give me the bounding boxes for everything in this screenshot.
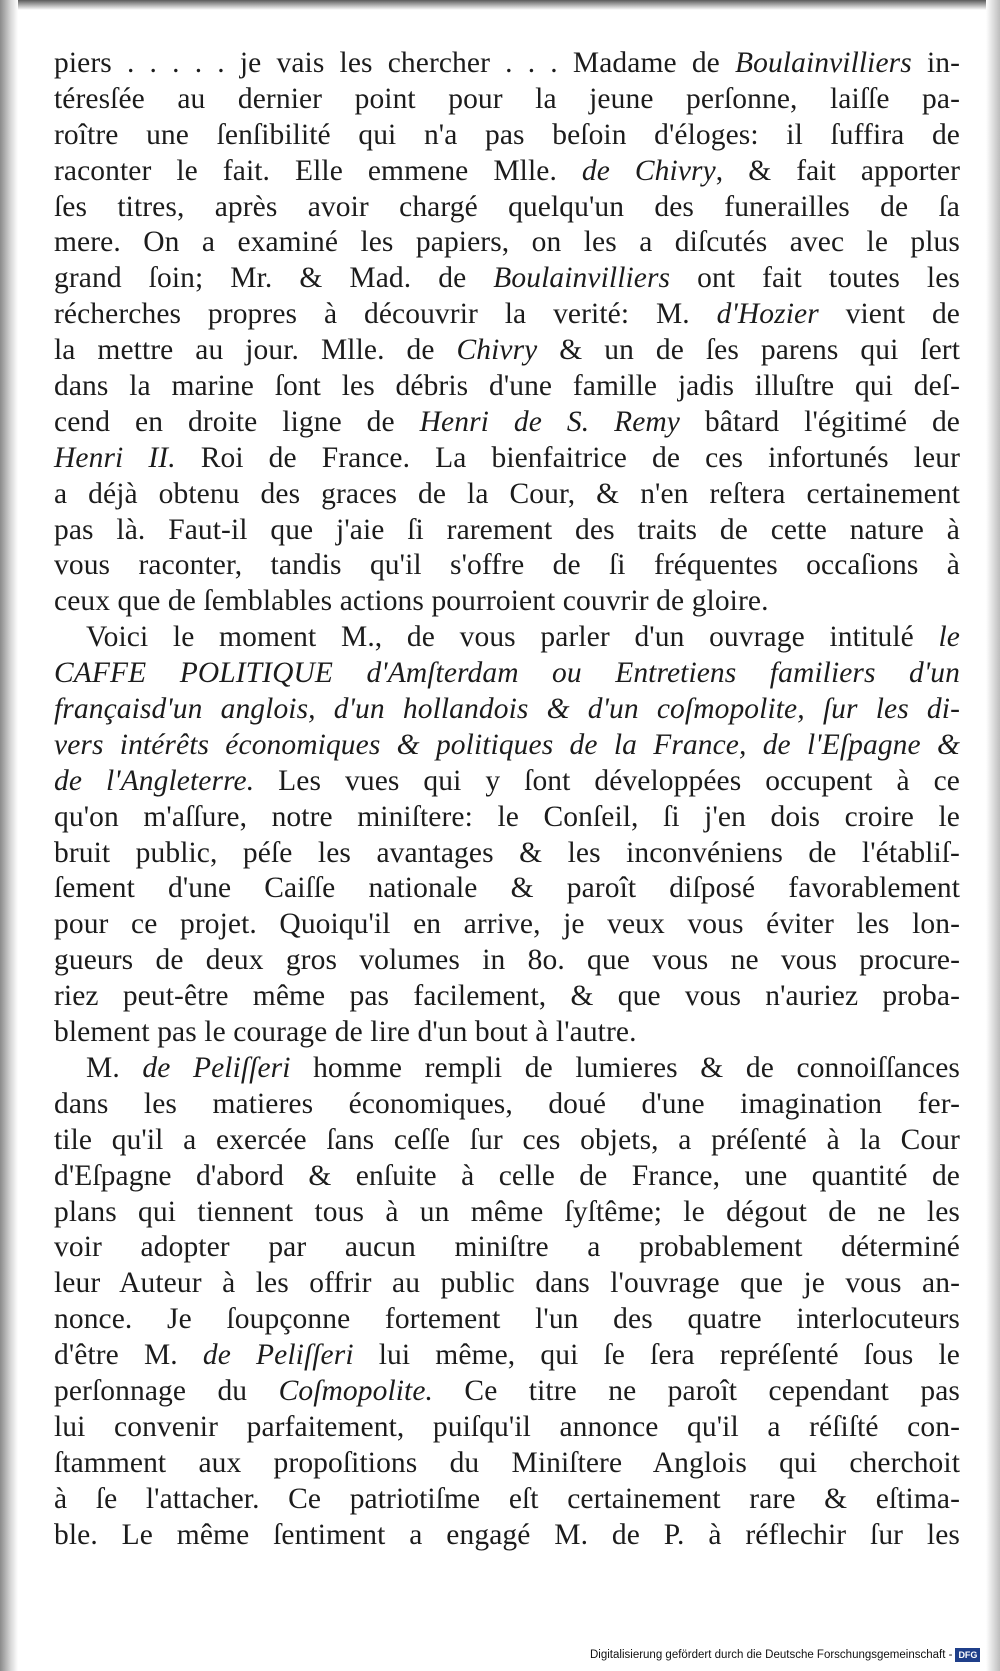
text-line (54, 1482, 960, 1518)
text-segment: voir adopter par aucun miniſtre a probablement déterminé (54, 1231, 960, 1264)
text-segment: raconter le fait. Elle emmene Mlle. (54, 154, 582, 187)
text-segment: ble. Le même ſentiment a engagé M. de P. à réflechir ſur les (54, 1518, 960, 1551)
italic-text-segment: Boulainvilliers (734, 47, 912, 79)
text-line (54, 979, 960, 1015)
text-segment: lui convenir parfaitement, puiſqu'il annonce qu'il a réſiſté con- (54, 1410, 960, 1443)
digitization-credit (590, 1646, 980, 1664)
text-segment: plans qui tiennent tous à un même ſyſtême; le dégout de ne les (54, 1195, 960, 1228)
text-line (54, 871, 960, 907)
italic-text-segment: de Peliſſeri (202, 1339, 354, 1372)
binding-shadow (0, 0, 18, 1671)
dfg-logo-icon: DFG (955, 1648, 980, 1662)
text-segment: blement pas le courage de lire d'un bout à l'autre. (54, 1016, 637, 1049)
text-segment: la mettre au jour. Mlle. de (54, 334, 457, 367)
credit-text: Digitalisierung gefördert durch die Deutsche Forschungsgemeinschaft - (590, 1649, 953, 1661)
text-line (54, 369, 960, 405)
text-segment: nonce. Je ſoupçonne fortement l'un des quatre interlocuteurs (54, 1303, 960, 1336)
text-segment: d'être M. (54, 1339, 203, 1372)
text-line (54, 943, 960, 979)
text-line (54, 800, 960, 836)
text-segment: ont fait toutes les (670, 262, 960, 295)
italic-text-segment: françaisd'un anglois, d'un hollandois & d'un coſmopolite, ſur les di- (54, 693, 960, 726)
text-segment: vous raconter, tandis qu'il s'offre de ſi fréquentes occaſions à (54, 549, 960, 582)
text-segment: d'Eſpagne d'abord & enſuite à celle de France, une quantité de (54, 1159, 960, 1192)
text-segment: pas là. Faut-il que j'aie ſi rarement des traits de cette nature à (54, 513, 960, 546)
text-segment: qu'on m'aſſure, notre miniſtere: le Conſeil, ſi j'en dois croire le (54, 800, 960, 833)
text-segment: ceux que de ſemblables actions pourroient couvrir de gloire. (54, 585, 769, 618)
text-segment: in- (911, 47, 961, 79)
text-line (54, 692, 960, 728)
text-segment: pour ce projet. Quoiqu'il en arrive, je veux vous éviter les lon- (54, 908, 960, 941)
text-line (54, 764, 960, 800)
text-line (54, 1374, 960, 1410)
italic-text-segment: Henri de S. Remy (419, 405, 681, 438)
text-line (54, 513, 960, 549)
text-line (54, 1051, 960, 1087)
text-line (54, 1266, 960, 1302)
text-line (54, 82, 960, 118)
text-segment: perſonnage du (54, 1374, 279, 1407)
text-line (54, 1338, 960, 1374)
text-segment: à ſe l'attacher. Ce patriotiſme eſt certainement rare & eſtima- (54, 1482, 960, 1515)
page-right-edge (986, 0, 1000, 1671)
text-line (54, 907, 960, 943)
italic-text-segment: de Peliſſeri (142, 1051, 291, 1084)
text-segment: grand ſoin; Mr. & Mad. de (54, 262, 494, 295)
text-line (54, 154, 960, 190)
text-segment: M. (86, 1051, 143, 1084)
text-line (54, 477, 960, 513)
text-line (54, 728, 960, 764)
text-segment: ſtamment aux propoſitions du Miniſtere Anglois qui cherchoit (54, 1446, 960, 1479)
italic-text-segment: d'Hozier (716, 298, 819, 331)
text-segment: lui même, qui ſe ſera repréſenté ſous le (353, 1339, 960, 1372)
text-segment: vient de (818, 298, 961, 331)
text-segment: téresſée au dernier point pour la jeune perſonne, laiſſe pa- (54, 82, 960, 115)
italic-text-segment: Henri II. (54, 441, 176, 474)
text-segment: homme rempli de lumieres & de connoiſſances (290, 1051, 960, 1084)
text-line (54, 584, 960, 620)
italic-text-segment: Coſmopolite. (278, 1374, 434, 1407)
text-segment: ſes titres, après avoir chargé quelqu'un des funerailles de ſa (54, 190, 960, 223)
text-line (54, 1446, 960, 1482)
text-line (54, 1015, 960, 1051)
text-line (54, 190, 960, 226)
text-line (54, 118, 960, 154)
text-segment: Les vues qui y ſont développées occupent à ce (254, 764, 960, 797)
text-line (54, 1518, 960, 1554)
text-segment: tile qu'il a exercée ſans ceſſe ſur ces objets, a préſenté à la Cour (54, 1123, 960, 1156)
italic-text-segment: Boulainvilliers (493, 262, 671, 295)
text-segment: roître une ſenſibilité qui n'a pas beſoin d'éloges: il ſuffira de (54, 118, 960, 151)
text-segment: dans la marine ſont les débris d'une famille jadis illuſtre qui deſ- (54, 370, 960, 403)
text-segment: bruit public, péſe les avantages & les inconvéniens de l'établiſ- (54, 836, 960, 869)
text-line (54, 261, 960, 297)
italic-text-segment: de l'Angleterre. (54, 764, 255, 797)
text-line (54, 1087, 960, 1123)
text-segment: piers . . . . . je vais les chercher . . . Madame de (54, 47, 735, 79)
italic-text-segment: CAFFE POLITIQUE d'Amſterdam ou Entretiens familiers d'un (54, 657, 960, 690)
text-line (54, 441, 960, 477)
text-line (54, 225, 960, 261)
text-segment: ſement d'une Caiſſe nationale & paroît diſposé favorablement (54, 872, 960, 905)
text-segment: Voici le moment M., de vous parler d'un ouvrage intitulé (86, 621, 939, 654)
text-line (54, 297, 960, 333)
italic-text-segment: Chivry (456, 334, 538, 367)
text-segment: Roi de France. La bienfaitrice de ces infortunés leur (175, 441, 960, 474)
text-line (54, 1230, 960, 1266)
text-line (54, 620, 960, 656)
text-segment: gueurs de deux gros volumes in 8o. que vous ne vous procure- (54, 944, 960, 977)
text-segment: riez peut-être même pas facilement, & que vous n'auriez proba- (54, 980, 960, 1013)
text-line (54, 836, 960, 872)
text-line (54, 1123, 960, 1159)
text-segment: Ce titre ne paroît cependant pas (433, 1374, 961, 1407)
text-segment: cend en droite ligne de (54, 405, 420, 438)
text-line (54, 1195, 960, 1231)
text-line (54, 548, 960, 584)
text-line (54, 333, 960, 369)
text-segment: mere. On a examiné les papiers, on les a diſcutés avec le plus (54, 226, 960, 259)
text-segment: & un de ſes parens qui ſert (537, 334, 960, 367)
page-top-edge (0, 0, 1000, 10)
text-line (54, 405, 960, 441)
text-line (54, 656, 960, 692)
text-line (54, 46, 960, 82)
italic-text-segment: vers intérêts économiques & politiques de la France, de l'Eſpagne & (54, 728, 960, 761)
text-segment: récherches propres à découvrir la verité: M. (54, 298, 717, 331)
text-segment: , & fait apporter (715, 154, 960, 187)
text-segment: dans les matieres économiques, doué d'une imagination fer- (54, 1087, 960, 1120)
text-segment: a déjà obtenu des graces de la Cour, & n'en reſtera certainement (54, 477, 960, 510)
body-text (54, 46, 960, 1553)
italic-text-segment: de Chivry (581, 154, 716, 187)
italic-text-segment: le (938, 621, 960, 654)
text-line (54, 1410, 960, 1446)
text-line (54, 1159, 960, 1195)
text-segment: bâtard l'égitimé de (680, 405, 960, 438)
text-segment: leur Auteur à les offrir au public dans l'ouvrage que je vous an- (54, 1267, 960, 1300)
text-line (54, 1302, 960, 1338)
